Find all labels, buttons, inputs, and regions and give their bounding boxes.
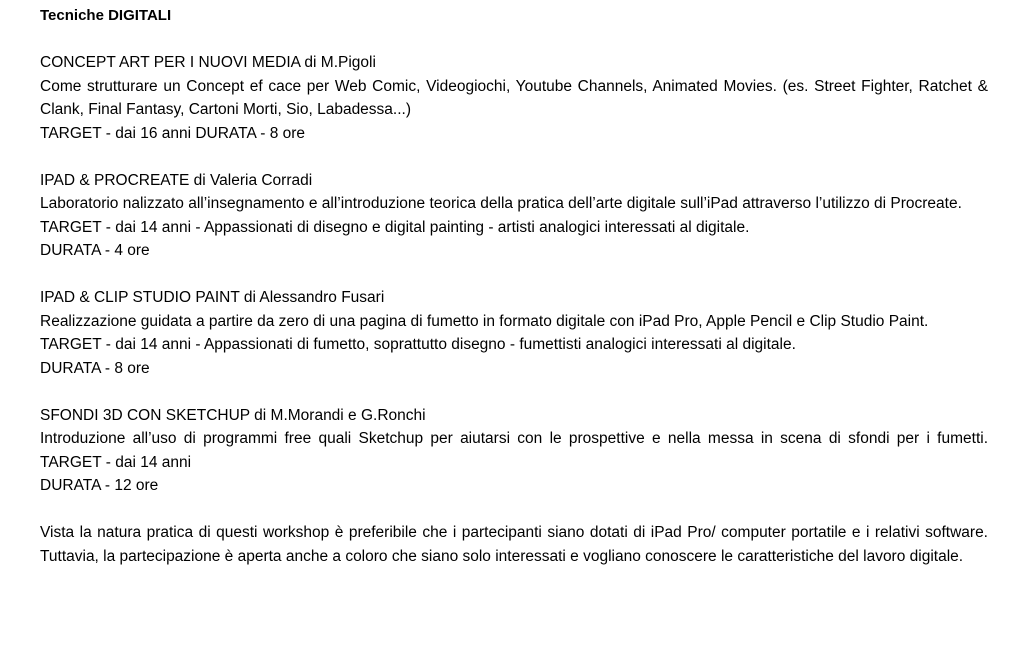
workshop-description: Come strutturare un Concept ef cace per Web Comic, Videogiochi, Youtube Channels, Animated Movies. (es. Street Fighter, Ratchet & Clank, Final Fantasy, Cartoni Morti, Sio, Labadessa...) [40, 77, 988, 118]
workshop-target: TARGET - dai 14 anni - Appassionati di disegno e digital painting - artisti analogici interessati al digitale. [40, 218, 750, 236]
workshop-description: Introduzione all’uso di programmi free quali Sketchup per aiutarsi con le prospettive e nella messa in scena di sfondi per i fumetti. TARGET - dai 14 anni [40, 430, 988, 471]
workshop-section-clip-studio [40, 286, 988, 380]
workshop-duration: DURATA - 4 ore [40, 242, 150, 259]
document-heading: Tecniche DIGITALI [40, 7, 172, 24]
workshop-section-sketchup [40, 404, 988, 498]
workshop-title: CONCEPT ART PER I NUOVI MEDIA di M.Pigoli [40, 54, 376, 71]
document-body [40, 4, 988, 568]
workshop-section-concept-art [40, 51, 988, 145]
workshop-duration: DURATA - 12 ore [40, 477, 159, 494]
workshop-target: TARGET - dai 14 anni - Appassionati di fumetto, soprattutto disegno - fumettisti analogici interessati al digitale. [40, 336, 796, 353]
workshop-description: Realizzazione guidata a partire da zero di una pagina di fumetto in formato digitale con iPad Pro, Apple Pencil e Clip Studio Paint. [40, 312, 929, 330]
workshop-title: IPAD & PROCREATE di Valeria Corradi [40, 171, 313, 189]
workshop-title: IPAD & CLIP STUDIO PAINT di Alessandro Fusari [40, 289, 385, 306]
workshop-title: SFONDI 3D CON SKETCHUP di M.Morandi e G.Ronchi [40, 406, 426, 424]
closing-paragraph: Vista la natura pratica di questi workshop è preferibile che i partecipanti siano dotati di iPad Pro/ computer portatile e i relativi software. Tuttavia, la partecipazione è aperta anche a coloro che siano solo interessati e vogliano conoscere le caratteristiche del lavoro digitale. [40, 524, 988, 565]
workshop-duration: DURATA - 8 ore [40, 359, 150, 377]
workshop-target: TARGET - dai 16 anni DURATA - 8 ore [40, 124, 306, 142]
workshop-description: Laboratorio nalizzato all’insegnamento e all’introduzione teorica della pratica dell’arte digitale sull’iPad attraverso l’utilizzo di Procreate. [40, 195, 962, 212]
workshop-section-ipad-procreate [40, 169, 988, 263]
